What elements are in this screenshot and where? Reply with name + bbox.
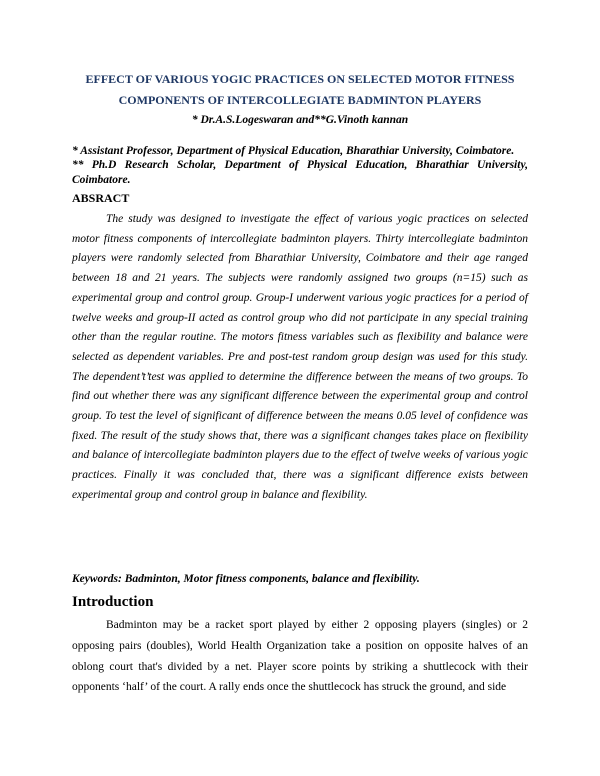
affiliation-1: * Assistant Professor, Department of Physical Education, Bharathiar University, Coimbatore. xyxy=(72,145,515,157)
introduction-text: Badminton may be a racket sport played by either 2 opposing players (singles) or 2 opposing pairs (doubles), World Health Organization take a position on opposite halves of an oblong court that's divided by a net. Player score points by striking a shuttlecock with their opponents ‘half’ of the court. A rally ends once the shuttlecock has struck the ground, and side xyxy=(72,619,528,694)
introduction-heading: Introduction xyxy=(72,594,154,610)
abstract-heading: ABSRACT xyxy=(72,191,130,205)
paper-title-line-2: COMPONENTS OF INTERCOLLEGIATE BADMINTON PLAYERS xyxy=(118,93,482,107)
abstract-text: The study was designed to investigate the effect of various yogic practices on selected motor fitness components of intercollegiate badminton players. Thirty intercollegiate badminton players were randomly selected from Bharathiar University, Coimbatore and their age ranged between 18 and 21 years. The subjects were randomly assigned two groups (n=15) such as experimental group and control group. Group-I underwent various yogic practices for a period of twelve weeks and group-II acted as control group who did not participate in any special training other than the regular routine. The motors fitness variables such as flexibility and balance were selected as dependent variables. Pre and post-test random group design was used for this study. The dependent’t’test was applied to determine the difference between the means of two groups. To find out whether there was any significant difference between the experimental group and control group. To test the level of significant of difference between the means 0.05 level of confidence was fixed. The result of the study shows that, there was a significant changes takes place on flexibility and balance of intercollegiate badminton players due to the effect of twelve weeks of various yogic practices. Finally it was concluded that, there was a significant difference exists between experimental group and control group in balance and flexibility. xyxy=(72,213,528,501)
keywords: Keywords: Badminton, Motor fitness components, balance and flexibility. xyxy=(72,573,420,585)
affiliation-2: ** Ph.D Research Scholar, Department of Physical Education, Bharathiar University, Coimbatore. xyxy=(72,159,528,186)
paper-title-line-1: EFFECT OF VARIOUS YOGIC PRACTICES ON SELECTED MOTOR FITNESS xyxy=(85,72,515,86)
authors: * Dr.A.S.Logeswaran and**G.Vinoth kannan xyxy=(191,114,409,126)
